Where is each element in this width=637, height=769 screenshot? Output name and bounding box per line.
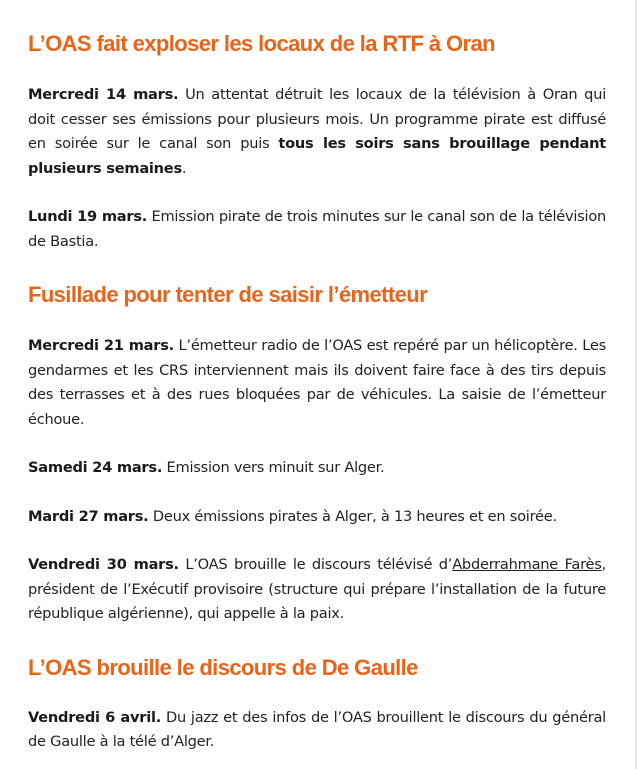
entry-text: Emission vers minuit sur Alger. (162, 459, 385, 476)
entry-27-mars (28, 505, 606, 530)
entry-date: Mercredi 21 mars. (28, 337, 174, 354)
entry-text: Un attentat détruit les locaux de la télévision à Oran qui doit cesser ses émissions pour plusieurs mois. Un programme pirate est diffusé en soirée sur le canal son puis (28, 86, 607, 152)
entry-date: Vendredi 30 mars. (28, 556, 179, 573)
entry-text-end: . (181, 159, 187, 177)
entry-date: Mercredi 14 mars. (28, 86, 179, 103)
entry-21-mars (28, 334, 606, 432)
entry-text: Deux émissions pirates à Alger, à 13 heures et en soirée. (148, 507, 557, 525)
entry-date: Samedi 24 mars. (28, 459, 163, 476)
entry-14-mars (28, 83, 606, 181)
entry-text: Du jazz et des infos de l’OAS brouillent le discours du général de Gaulle à la télé d’Alger. (28, 708, 606, 750)
entry-bold-text: tous les soirs sans brouillage pendant plusieurs semaines (28, 135, 606, 177)
section-heading-fusillade: Fusillade pour tenter de saisir l’émetteur (28, 282, 428, 307)
entry-date: Lundi 19 mars. (28, 208, 148, 225)
entry-6-avril (28, 706, 606, 755)
entry-text: L’OAS brouille le discours télévisé d’ (178, 556, 453, 573)
entry-19-mars (28, 205, 606, 254)
entry-text: L’émetteur radio de l’OAS est repéré par un hélicoptère. Les gendarmes et les CRS interviennent mais ils doivent faire face à des tirs depuis des terrasses et à des rues bloquées par de véhicules. La saisie de l’émetteur échoue. (28, 337, 607, 428)
article-body (28, 0, 606, 755)
section-heading-rtf-oran: L’OAS fait exploser les locaux de la RTF à Oran (28, 31, 495, 56)
entry-date: Vendredi 6 avril. (28, 708, 162, 726)
entry-24-mars (28, 456, 606, 481)
entry-30-mars (28, 553, 606, 627)
entry-text-end: , président de l’Exécutif provisoire (structure qui prépare l’installation de la future république algérienne), qui appelle à la paix. (28, 556, 606, 622)
abderrahmane-fares-link[interactable]: Abderrahmane Farès (452, 556, 602, 573)
entry-text: Emission pirate de trois minutes sur le canal son de la télévision de Bastia. (28, 208, 606, 250)
entry-date: Mardi 27 mars. (28, 507, 149, 525)
section-heading-de-gaulle: L’OAS brouille le discours de De Gaulle (28, 654, 418, 680)
